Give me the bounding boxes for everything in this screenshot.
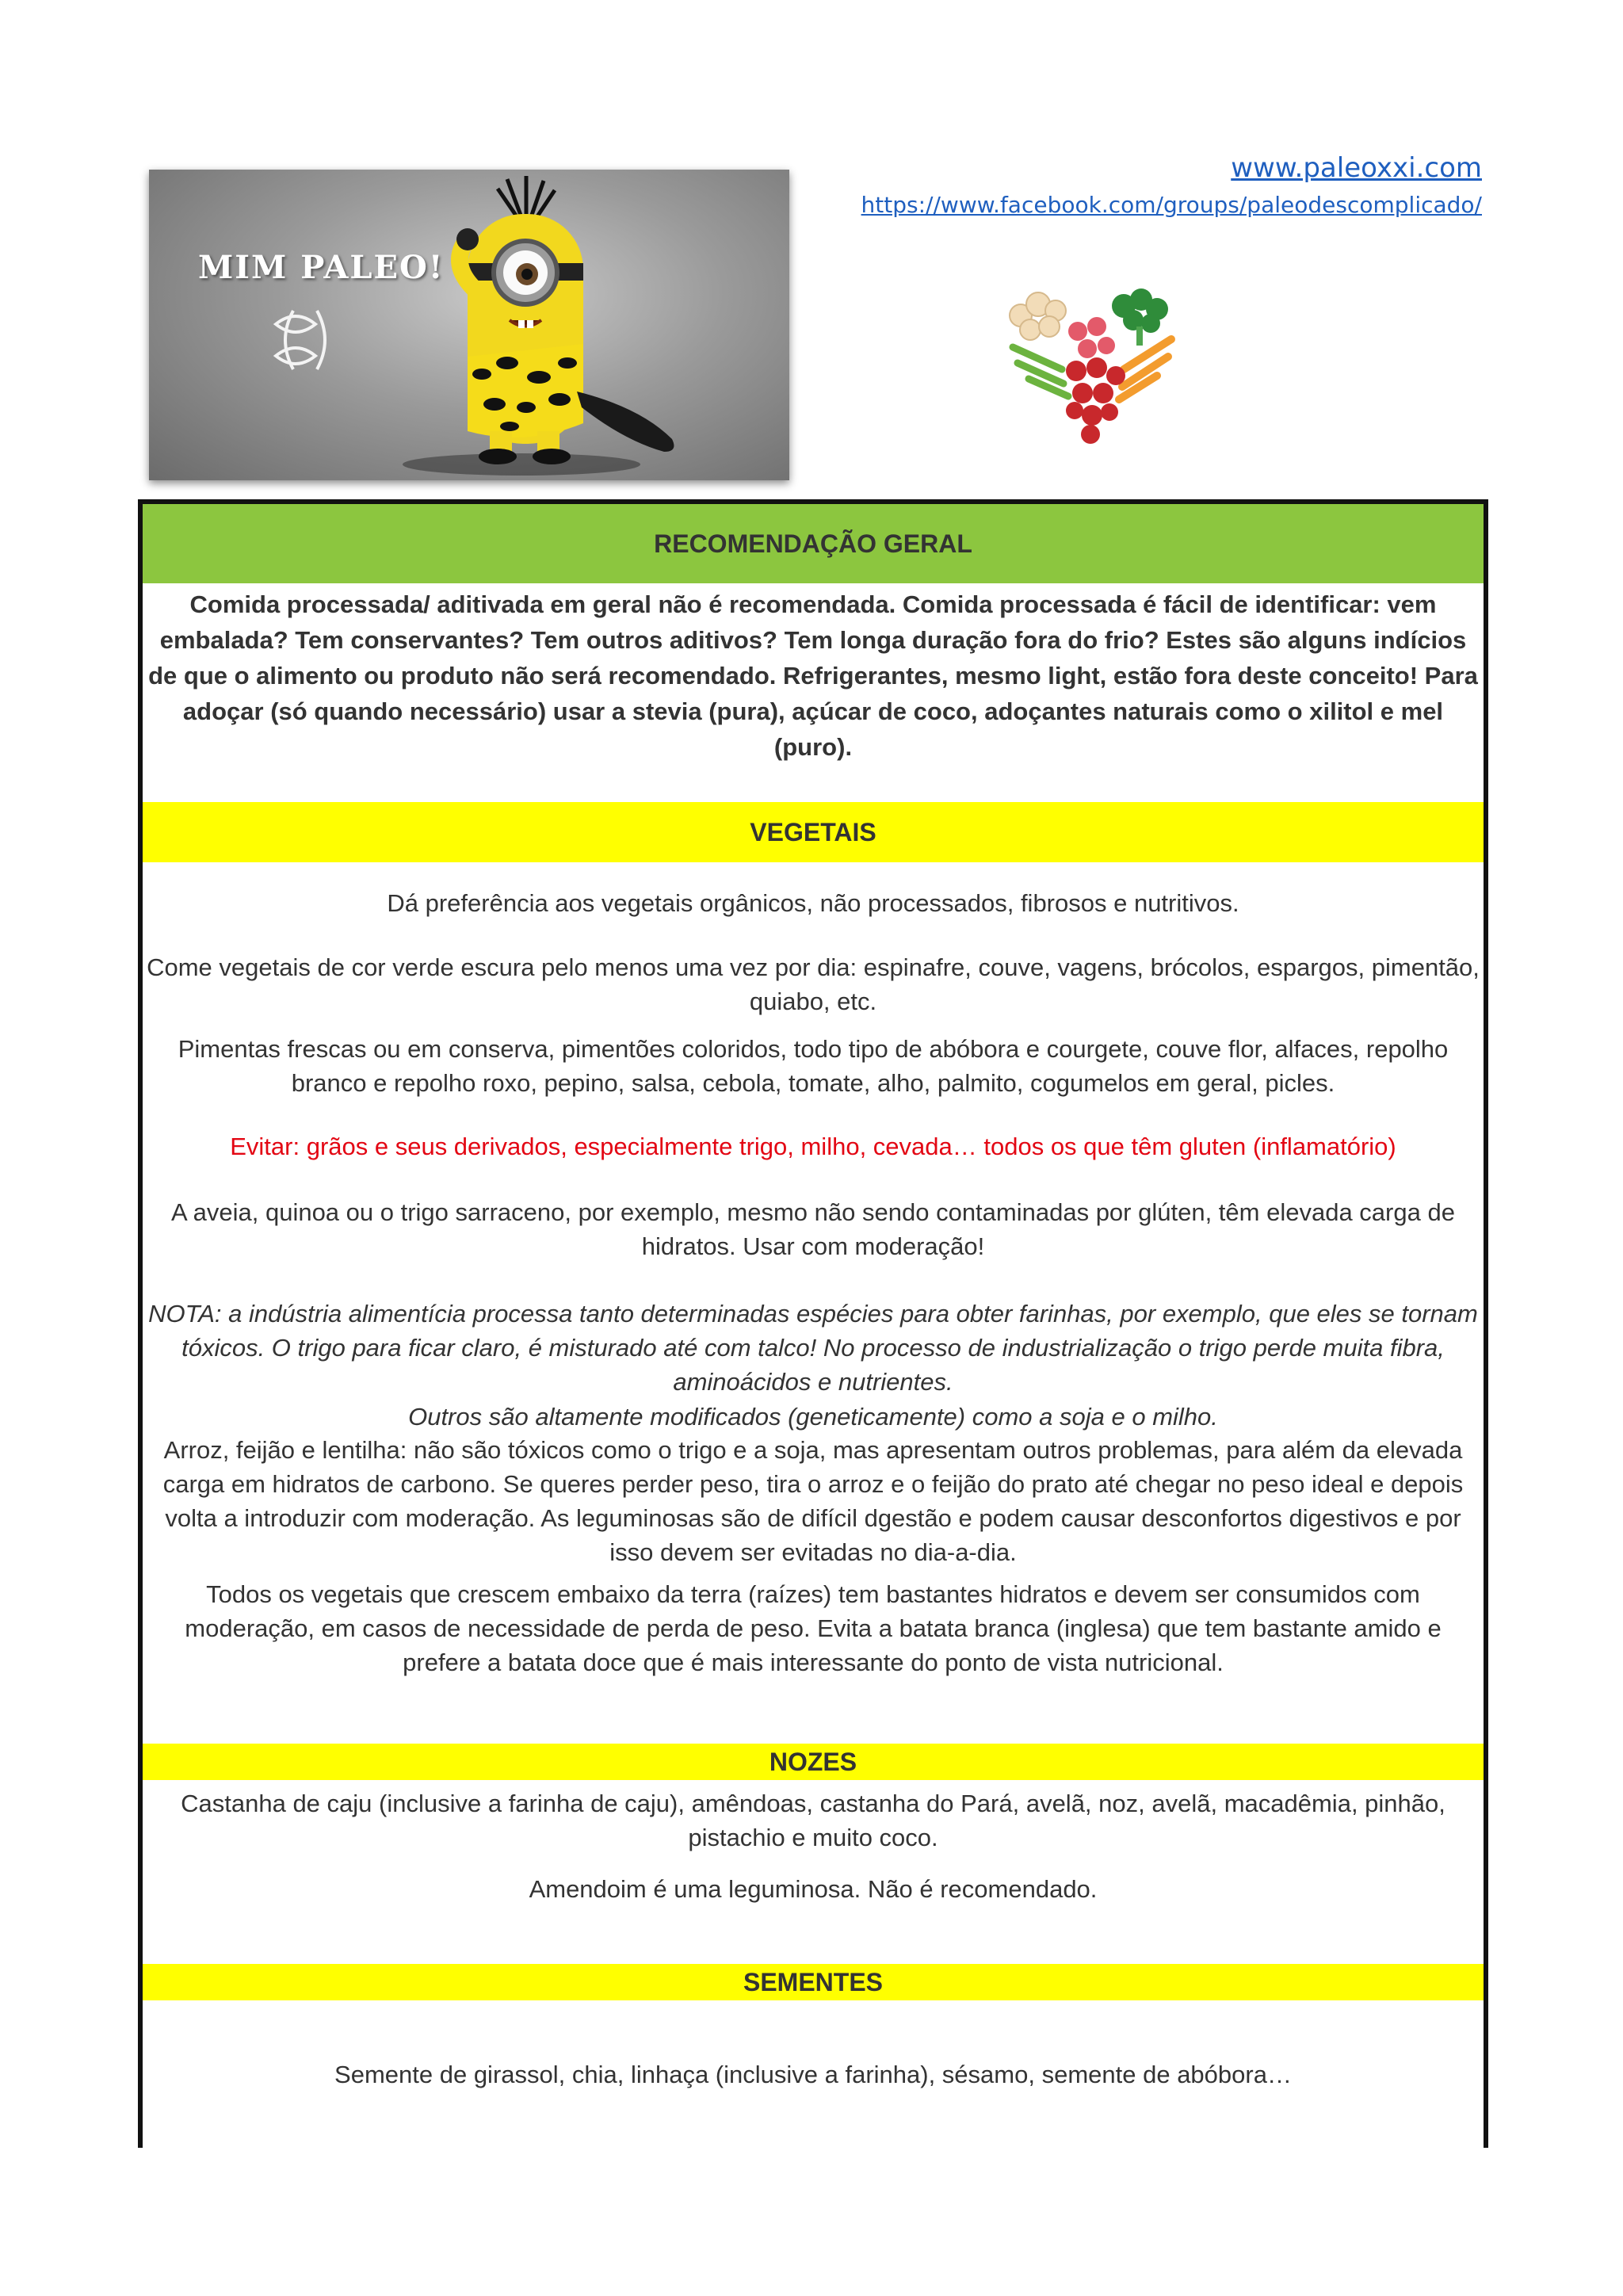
section-title-geral: RECOMENDAÇÃO GERAL — [143, 504, 1484, 583]
vegetais-nota2: Outros são altamente modificados (geneticamente) como a soja e o milho. — [408, 1403, 1218, 1431]
vegetais-evitar: Evitar: grãos e seus derivados, especialmente trigo, milho, cevada… todos os que têm gluten (inflamatório) — [230, 1133, 1396, 1160]
paleo-logo-icon — [276, 311, 325, 369]
vegetais-p4: A aveia, quinoa ou o trigo sarraceno, por exemplo, mesmo não sendo contaminadas por glúten, têm elevada carga de hidratos. Usar com moderação! — [171, 1198, 1455, 1260]
vegetais-p2: Come vegetais de cor verde escura pelo menos uma vez por dia: espinafre, couve, vagens, brócolos, espargos, pimentão, quiabo, etc. — [147, 953, 1480, 1015]
section-title-vegetais: VEGETAIS — [143, 802, 1484, 862]
section-title-nozes: NOZES — [143, 1744, 1484, 1780]
vegetais-p5: Arroz, feijão e lentilha: não são tóxicos como o trigo e a soja, mas apresentam outros problemas, para além da elevada carga em hidratos de carbono. Se queres perder peso, tira o arroz e o feijão do prato até chegar no peso ideal e depois volta a introduzir com moderação. As leguminosas são de difícil dgestão e podem causar desconfortos digestivos e por isso devem ser evitadas no dia-a-dia. — [162, 1436, 1464, 1566]
vegetais-p1: Dá preferência aos vegetais orgânicos, não processados, fibrosos e nutritivos. — [387, 889, 1239, 917]
minion-illustration — [149, 170, 789, 480]
geral-text: Comida processada/ aditivada em geral não é recomendada. Comida processada é fácil de identificar: vem embalada? Tem conservantes? Tem outros aditivos? Tem longa duração fora do frio? Estes são alguns indícios de que o alimento ou produto não será recomendado. Refrigerantes, mesmo light, estão fora deste conceito! Para adoçar (só quando necessário) usar a stevia (pura), açúcar de coco, adoçantes naturais como o xilitol e mel (puro). — [148, 590, 1478, 761]
vegetais-nota: NOTA: a indústria alimentícia processa tanto determinadas espécies para obter farinhas, por exemplo, que eles se tornam tóxicos. O trigo para ficar claro, é misturado até com talco! No processo de industrialização o trigo perde muita fibra, aminoácidos e nutrientes. — [148, 1300, 1478, 1396]
site-link[interactable]: www.paleoxxi.com — [1231, 152, 1482, 184]
nozes-p2: Amendoim é uma leguminosa. Não é recomendado. — [529, 1875, 1098, 1903]
banner-text: MIM PALEO! — [198, 249, 445, 286]
vegetable-heart-logo — [989, 282, 1195, 449]
facebook-group-link[interactable]: https://www.facebook.com/groups/paleodescomplicado/ — [861, 192, 1482, 218]
section-title-sementes: SEMENTES — [143, 1964, 1484, 2000]
vegetais-p6: Todos os vegetais que crescem embaixo da terra (raízes) tem bastantes hidratos e devem ser consumidos com moderação, em casos de necessidade de perda de peso. Evita a batata branca (inglesa) que tem bastante amido e prefere a batata doce que é mais interessante do ponto de vista nutricional. — [185, 1580, 1442, 1676]
sementes-p1: Semente de girassol, chia, linhaça (inclusive a farinha), sésamo, semente de abóbora… — [334, 2061, 1292, 2088]
nozes-p1: Castanha de caju (inclusive a farinha de caju), amêndoas, castanha do Pará, avelã, noz, avelã, macadêmia, pinhão, pistachio e muito coco. — [181, 1790, 1445, 1851]
vegetais-p3: Pimentas frescas ou em conserva, pimentões coloridos, todo tipo de abóbora e courgete, couve flor, alfaces, repolho branco e repolho roxo, pepino, salsa, cebola, tomate, alho, palmito, cogumelos em geral, picles. — [178, 1035, 1449, 1097]
mim-paleo-banner — [149, 170, 789, 480]
header-links — [861, 151, 1482, 222]
